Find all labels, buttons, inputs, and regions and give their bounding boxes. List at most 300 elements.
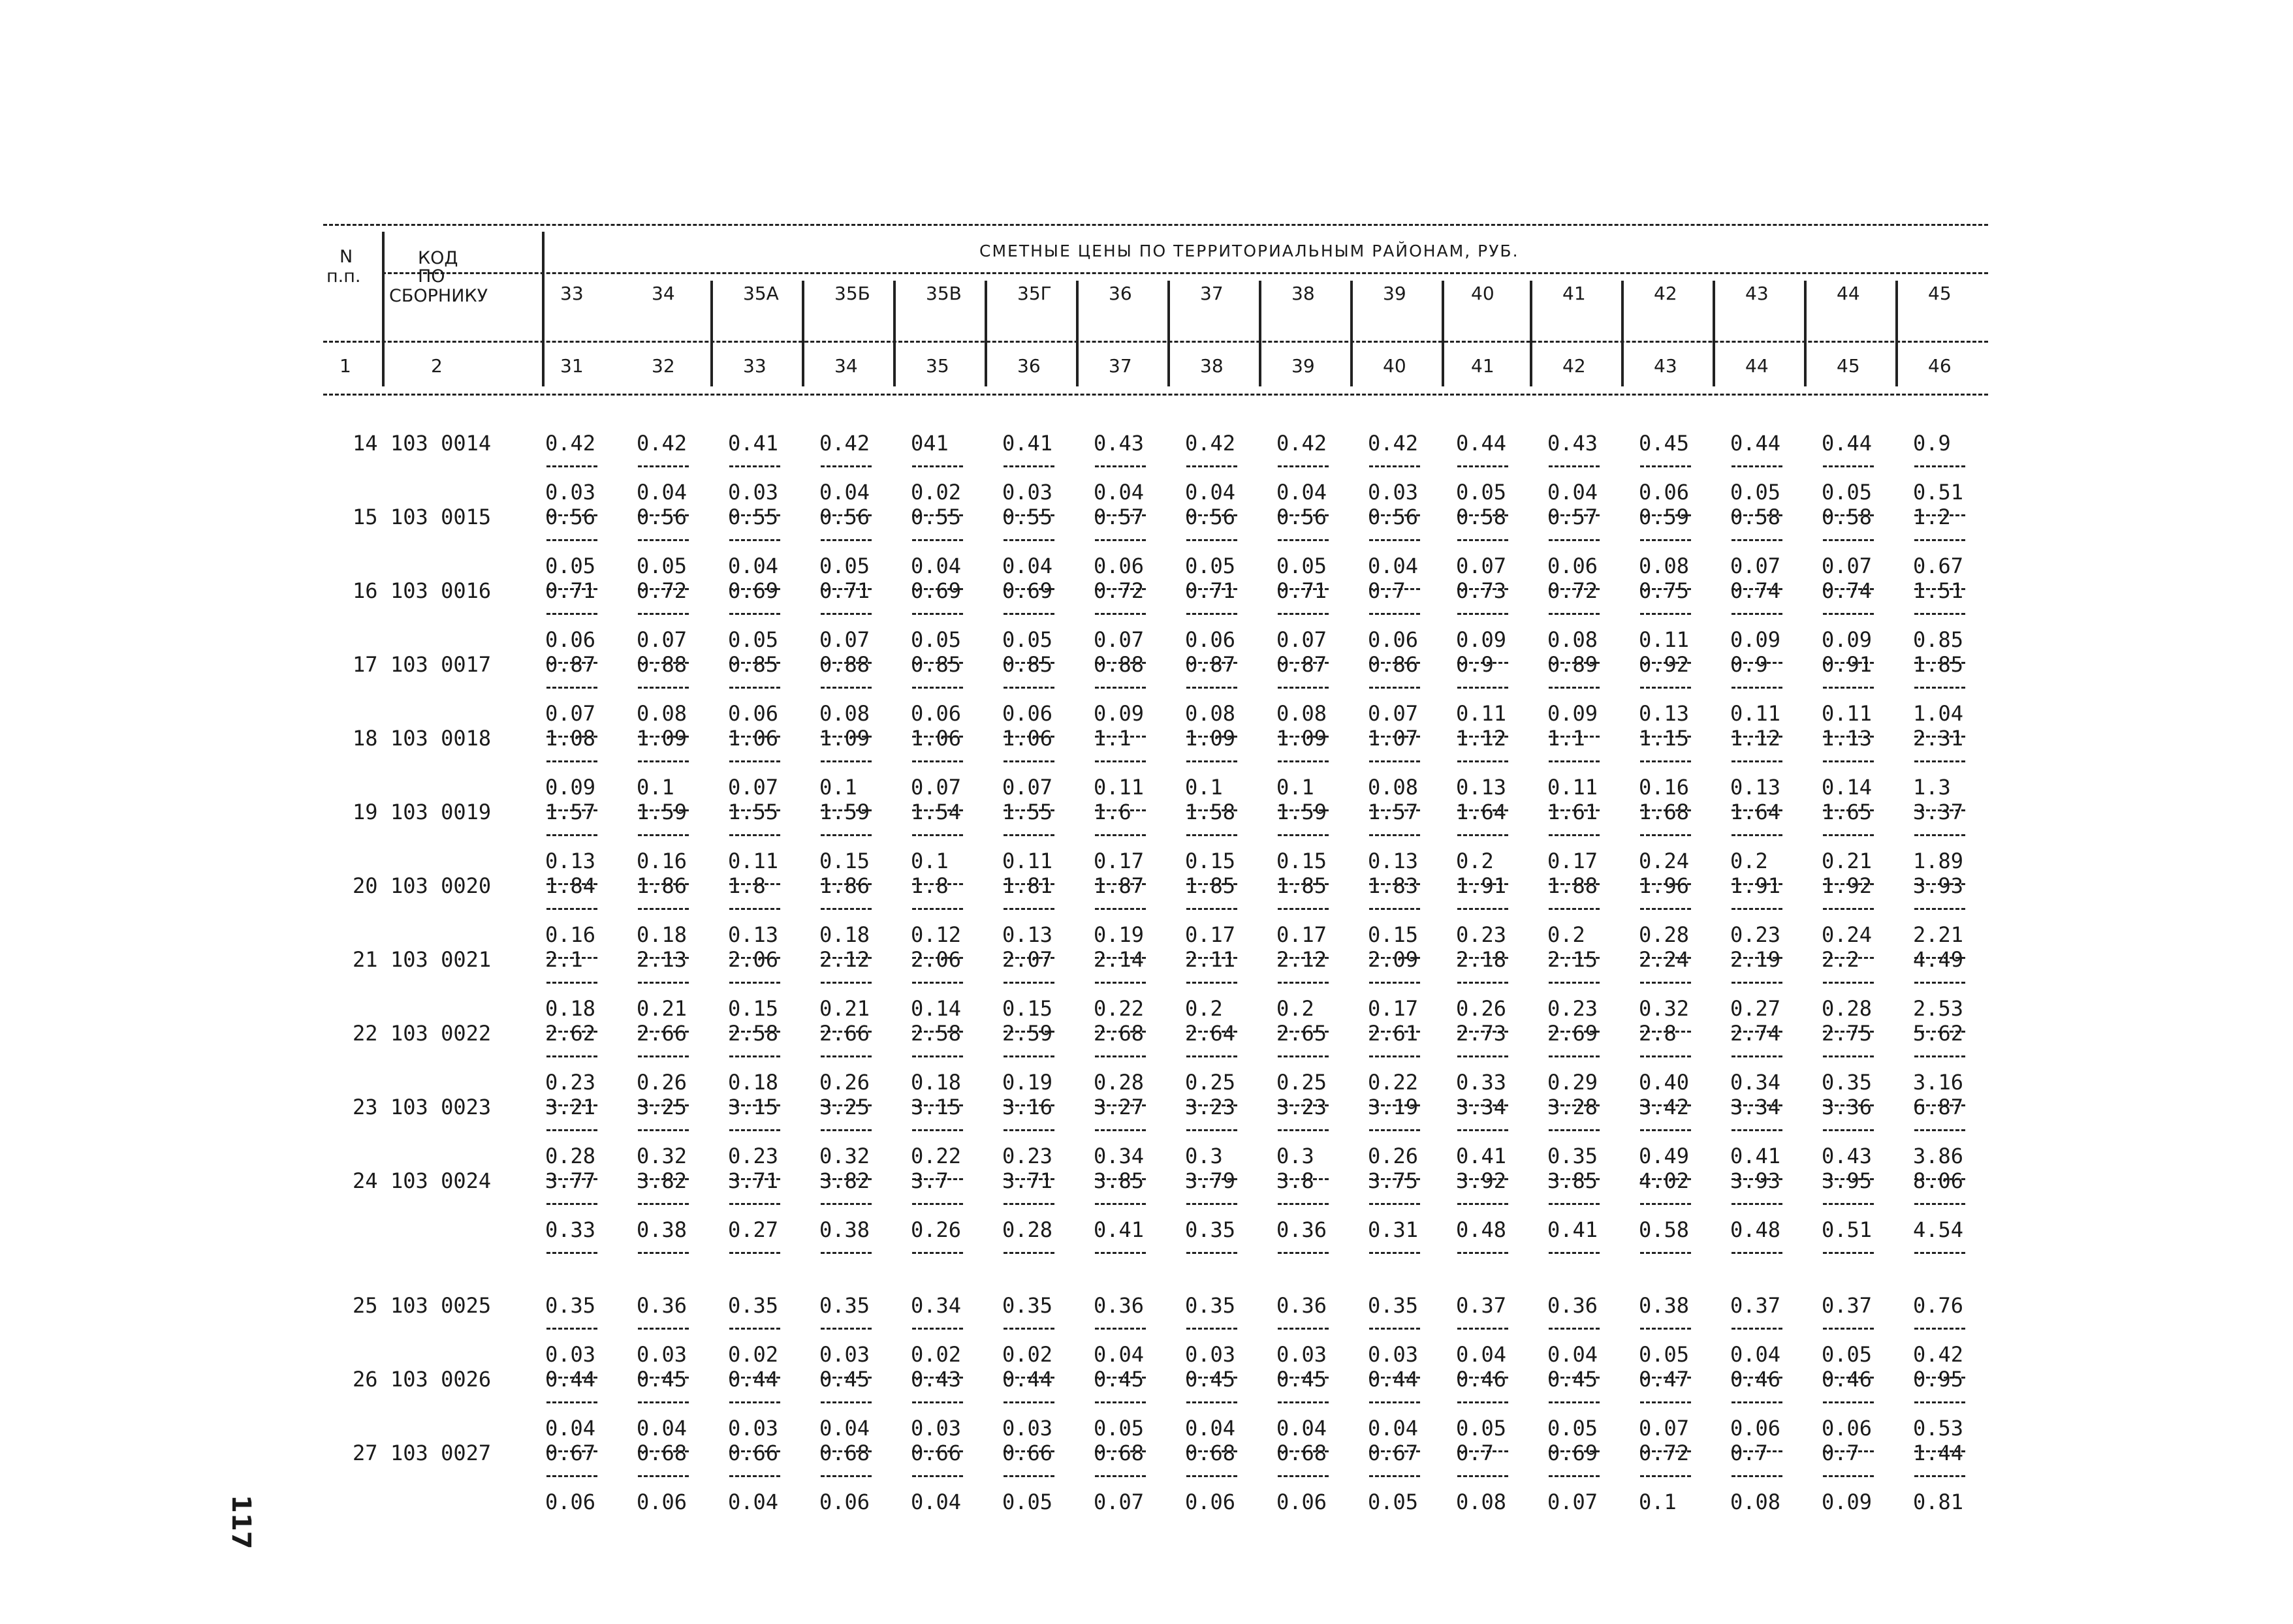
price-cell: 0.55 xyxy=(911,505,962,529)
catalog-code: 103 0019 xyxy=(390,800,492,824)
fraction-bar xyxy=(821,1475,872,1477)
fraction-bar xyxy=(821,687,872,689)
fraction-bar xyxy=(638,982,689,984)
fraction-bar xyxy=(546,687,597,689)
price-cell: 2.53 xyxy=(1913,996,1964,1021)
row-number: 25 xyxy=(353,1293,378,1318)
price-cell: 0.07 xyxy=(545,701,596,726)
price-cell: 1.64 xyxy=(1456,800,1507,824)
fraction-bar xyxy=(729,1328,780,1330)
price-cell: 1.84 xyxy=(545,873,596,898)
price-cell: 0.45 xyxy=(1639,431,1690,456)
price-cell: 0.15 xyxy=(728,996,779,1021)
price-cell: 0.04 xyxy=(728,1490,779,1514)
fraction-bar xyxy=(912,1129,963,1131)
fraction-bar xyxy=(1278,982,1329,984)
fraction-bar xyxy=(1369,1129,1420,1131)
price-cell: 1.68 xyxy=(1639,800,1690,824)
price-cell: 0.34 xyxy=(1094,1144,1145,1168)
fraction-bar xyxy=(729,1129,780,1131)
fraction-bar xyxy=(1549,1203,1600,1205)
price-cell: 0.17 xyxy=(1368,996,1419,1021)
fraction-bar xyxy=(1457,1129,1508,1131)
price-cell: 2.1 xyxy=(545,947,583,972)
price-cell: 1.6 xyxy=(1094,800,1131,824)
header-np-label: N xyxy=(340,247,353,267)
price-cell: 0.36 xyxy=(637,1293,688,1318)
price-cell: 0.11 xyxy=(1639,627,1690,652)
price-cell: 0.92 xyxy=(1639,652,1690,677)
price-cell: 0.04 xyxy=(1185,480,1236,505)
price-cell: 0.13 xyxy=(728,922,779,947)
fraction-bar xyxy=(912,687,963,689)
column-number: 42 xyxy=(1562,355,1586,377)
fraction-bar xyxy=(1457,1328,1508,1330)
price-cell: 4.49 xyxy=(1913,947,1964,972)
price-cell: 0.2 xyxy=(1276,996,1314,1021)
fraction-bar xyxy=(1095,465,1146,467)
price-cell: 0.08 xyxy=(1639,554,1690,578)
fraction-bar xyxy=(1095,1129,1146,1131)
price-cell: 3.86 xyxy=(1913,1144,1964,1168)
fraction-bar xyxy=(1640,1203,1691,1205)
price-cell: 0.35 xyxy=(728,1293,779,1318)
price-cell: 0.05 xyxy=(1456,480,1507,505)
district-column-header: 38 xyxy=(1291,283,1315,304)
price-cell: 1.59 xyxy=(1276,800,1327,824)
fraction-bar xyxy=(638,1129,689,1131)
header-separator xyxy=(1621,281,1624,386)
catalog-code: 103 0024 xyxy=(390,1168,492,1193)
price-cell: 8.06 xyxy=(1913,1168,1964,1193)
header-numbers-rule xyxy=(323,341,1988,343)
fraction-bar xyxy=(912,1055,963,1057)
price-cell: 3.93 xyxy=(1730,1168,1781,1193)
row-number: 14 xyxy=(353,431,378,456)
fraction-bar xyxy=(1095,613,1146,615)
fraction-bar xyxy=(546,760,597,762)
district-column-header: 40 xyxy=(1471,283,1494,304)
price-cell: 3.85 xyxy=(1094,1168,1145,1193)
price-cell: 0.03 xyxy=(1368,1342,1419,1367)
catalog-code: 103 0021 xyxy=(390,947,492,972)
fraction-bar xyxy=(638,1328,689,1330)
fraction-bar xyxy=(821,982,872,984)
price-cell: 0.04 xyxy=(911,1490,962,1514)
price-cell: 1.85 xyxy=(1913,652,1964,677)
district-column-header: 43 xyxy=(1745,283,1769,304)
price-cell: 0.04 xyxy=(1094,480,1145,505)
header-separator xyxy=(802,281,804,386)
price-cell: 0.06 xyxy=(1002,701,1053,726)
price-cell: 3.82 xyxy=(819,1168,870,1193)
price-cell: 1.86 xyxy=(637,873,688,898)
price-cell: 3.71 xyxy=(728,1168,779,1193)
district-column-header: 37 xyxy=(1200,283,1224,304)
price-cell: 0.07 xyxy=(637,627,688,652)
fraction-bar xyxy=(1549,687,1600,689)
price-cell: 0.85 xyxy=(1913,627,1964,652)
price-cell: 0.08 xyxy=(1185,701,1236,726)
price-cell: 0.37 xyxy=(1822,1293,1873,1318)
price-cell: 0.7 xyxy=(1368,578,1406,603)
fraction-bar xyxy=(821,1252,872,1254)
price-cell: 0.41 xyxy=(728,431,779,456)
fraction-bar xyxy=(546,1328,597,1330)
fraction-bar xyxy=(1914,465,1965,467)
price-cell: 0.04 xyxy=(1276,480,1327,505)
price-cell: 0.22 xyxy=(911,1144,962,1168)
row-number: 15 xyxy=(353,505,378,529)
fraction-bar xyxy=(1914,1252,1965,1254)
price-cell: 0.44 xyxy=(1822,431,1873,456)
fraction-bar xyxy=(546,1475,597,1477)
price-cell: 0.17 xyxy=(1547,849,1598,873)
fraction-bar xyxy=(1095,1252,1146,1254)
price-cell: 5.62 xyxy=(1913,1021,1964,1046)
price-cell: 0.25 xyxy=(1276,1070,1327,1095)
fraction-bar xyxy=(1640,1475,1691,1477)
fraction-bar xyxy=(821,539,872,541)
header-separator xyxy=(985,281,987,386)
price-cell: 0.05 xyxy=(545,554,596,578)
fraction-bar xyxy=(729,687,780,689)
catalog-code: 103 0020 xyxy=(390,873,492,898)
price-cell: 3.28 xyxy=(1547,1095,1598,1119)
price-cell: 0.38 xyxy=(819,1217,870,1242)
fraction-bar xyxy=(1004,1328,1054,1330)
fraction-bar xyxy=(1278,1401,1329,1403)
price-cell: 3.7 xyxy=(911,1168,949,1193)
price-cell: 0.69 xyxy=(1002,578,1053,603)
price-cell: 0.04 xyxy=(1002,554,1053,578)
fraction-bar xyxy=(1095,539,1146,541)
fraction-bar xyxy=(1823,1252,1874,1254)
price-cell: 0.35 xyxy=(1822,1070,1873,1095)
column-number: 39 xyxy=(1291,355,1315,377)
price-cell: 0.95 xyxy=(1913,1367,1964,1392)
price-cell: 2.21 xyxy=(1913,922,1964,947)
fraction-bar xyxy=(1732,1328,1782,1330)
price-cell: 1.57 xyxy=(1368,800,1419,824)
column-number: 34 xyxy=(834,355,858,377)
price-cell: 0.05 xyxy=(1368,1490,1419,1514)
catalog-code: 103 0018 xyxy=(390,726,492,751)
price-cell: 0.13 xyxy=(1368,849,1419,873)
district-column-header: 34 xyxy=(652,283,675,304)
price-cell: 0.51 xyxy=(1822,1217,1873,1242)
price-cell: 0.23 xyxy=(1002,1144,1053,1168)
price-cell: 0.06 xyxy=(1730,1416,1781,1441)
price-cell: 0.42 xyxy=(1913,1342,1964,1367)
price-cell: 0.09 xyxy=(545,775,596,800)
price-cell: 3.16 xyxy=(1002,1095,1053,1119)
price-cell: 0.04 xyxy=(1456,1342,1507,1367)
fraction-bar xyxy=(1095,1401,1146,1403)
fraction-bar xyxy=(1914,1401,1965,1403)
price-cell: 0.46 xyxy=(1456,1367,1507,1392)
price-cell: 0.18 xyxy=(637,922,688,947)
price-cell: 0.40 xyxy=(1639,1070,1690,1095)
price-cell: 0.05 xyxy=(1002,627,1053,652)
fraction-bar xyxy=(1186,1475,1237,1477)
fraction-bar xyxy=(1732,834,1782,836)
price-cell: 0.07 xyxy=(728,775,779,800)
price-cell: 0.18 xyxy=(545,996,596,1021)
price-cell: 0.06 xyxy=(545,627,596,652)
price-cell: 0.87 xyxy=(545,652,596,677)
price-cell: 0.11 xyxy=(1822,701,1873,726)
price-cell: 3.79 xyxy=(1185,1168,1236,1193)
column-number: 38 xyxy=(1200,355,1224,377)
fraction-bar xyxy=(1640,613,1691,615)
fraction-bar xyxy=(1914,834,1965,836)
fraction-bar xyxy=(1914,687,1965,689)
fraction-bar xyxy=(1278,1203,1329,1205)
price-cell: 0.45 xyxy=(1276,1367,1327,1392)
fraction-bar xyxy=(821,1328,872,1330)
price-cell: 0.07 xyxy=(1639,1416,1690,1441)
price-cell: 1.83 xyxy=(1368,873,1419,898)
price-cell: 0.44 xyxy=(545,1367,596,1392)
price-cell: 0.05 xyxy=(728,627,779,652)
price-cell: 0.42 xyxy=(819,431,870,456)
fraction-bar xyxy=(638,539,689,541)
price-cell: 2.59 xyxy=(1002,1021,1053,1046)
price-cell: 4.54 xyxy=(1913,1217,1964,1242)
fraction-bar xyxy=(638,1252,689,1254)
price-cell: 0.41 xyxy=(1456,1144,1507,1168)
fraction-bar xyxy=(1369,1252,1420,1254)
fraction-bar xyxy=(638,1401,689,1403)
price-cell: 0.07 xyxy=(1368,701,1419,726)
price-cell: 0.06 xyxy=(1094,554,1145,578)
fraction-bar xyxy=(1095,834,1146,836)
fraction-bar xyxy=(1823,613,1874,615)
price-cell: 0.17 xyxy=(1185,922,1236,947)
fraction-bar xyxy=(1732,982,1782,984)
price-cell: 0.11 xyxy=(1456,701,1507,726)
header-separator xyxy=(1350,281,1353,386)
price-cell: 3.23 xyxy=(1185,1095,1236,1119)
price-cell: 0.55 xyxy=(728,505,779,529)
price-cell: 0.44 xyxy=(1730,431,1781,456)
fraction-bar xyxy=(1457,1055,1508,1057)
price-cell: 0.85 xyxy=(728,652,779,677)
column-number: 44 xyxy=(1745,355,1769,377)
fraction-bar xyxy=(1278,1055,1329,1057)
price-cell: 0.1 xyxy=(1276,775,1314,800)
price-cell: 0.35 xyxy=(819,1293,870,1318)
price-cell: 1.06 xyxy=(1002,726,1053,751)
price-cell: 0.55 xyxy=(1002,505,1053,529)
fraction-bar xyxy=(1640,1129,1691,1131)
fraction-bar xyxy=(1369,613,1420,615)
header-np-label: п.п. xyxy=(326,266,361,287)
price-cell: 0.02 xyxy=(728,1342,779,1367)
price-cell: 0.07 xyxy=(1547,1490,1598,1514)
header-separator xyxy=(893,281,896,386)
price-cell: 0.06 xyxy=(911,701,962,726)
header-separator xyxy=(1895,281,1898,386)
fraction-bar xyxy=(546,613,597,615)
price-cell: 0.04 xyxy=(1368,1416,1419,1441)
price-cell: 0.24 xyxy=(1639,849,1690,873)
price-cell: 0.1 xyxy=(1185,775,1223,800)
price-cell: 0.73 xyxy=(1456,578,1507,603)
price-cell: 1.8 xyxy=(911,873,949,898)
header-code-label: ПО xyxy=(418,266,445,287)
price-cell: 2.09 xyxy=(1368,947,1419,972)
price-cell: 2.2 xyxy=(1822,947,1859,972)
price-cell: 3.21 xyxy=(545,1095,596,1119)
price-cell: 0.44 xyxy=(728,1367,779,1392)
fraction-bar xyxy=(1914,760,1965,762)
fraction-bar xyxy=(1186,613,1237,615)
price-cell: 0.28 xyxy=(1822,996,1873,1021)
price-cell: 0.05 xyxy=(1276,554,1327,578)
price-cell: 0.04 xyxy=(911,554,962,578)
fraction-bar xyxy=(1004,982,1054,984)
price-cell: 1.15 xyxy=(1639,726,1690,751)
fraction-bar xyxy=(1823,1129,1874,1131)
price-cell: 0.04 xyxy=(1368,554,1419,578)
fraction-bar xyxy=(1095,1475,1146,1477)
price-cell: 0.16 xyxy=(545,922,596,947)
price-cell: 3.25 xyxy=(637,1095,688,1119)
fraction-bar xyxy=(1914,1055,1965,1057)
fraction-bar xyxy=(821,1203,872,1205)
fraction-bar xyxy=(912,908,963,910)
price-cell: 0.67 xyxy=(545,1441,596,1465)
fraction-bar xyxy=(1004,465,1054,467)
price-cell: 0.66 xyxy=(911,1441,962,1465)
price-cell: 2.19 xyxy=(1730,947,1781,972)
row-number: 16 xyxy=(353,578,378,603)
price-cell: 2.8 xyxy=(1639,1021,1677,1046)
price-cell: 1.59 xyxy=(819,800,870,824)
fraction-bar xyxy=(1732,908,1782,910)
price-cell: 2.07 xyxy=(1002,947,1053,972)
column-number: 32 xyxy=(652,355,675,377)
district-column-header: 35А xyxy=(743,283,779,304)
price-cell: 0.33 xyxy=(1456,1070,1507,1095)
price-cell: 0.16 xyxy=(637,849,688,873)
fraction-bar xyxy=(546,465,597,467)
fraction-bar xyxy=(1914,613,1965,615)
price-cell: 0.13 xyxy=(1456,775,1507,800)
price-cell: 0.06 xyxy=(1185,627,1236,652)
fraction-bar xyxy=(1004,760,1054,762)
price-cell: 0.88 xyxy=(1094,652,1145,677)
column-number: 35 xyxy=(926,355,949,377)
price-cell: 0.34 xyxy=(911,1293,962,1318)
price-cell: 0.68 xyxy=(1185,1441,1236,1465)
price-cell: 0.32 xyxy=(1639,996,1690,1021)
fraction-bar xyxy=(1004,1203,1054,1205)
fraction-bar xyxy=(1823,539,1874,541)
price-cell: 0.05 xyxy=(1456,1416,1507,1441)
price-cell: 0.56 xyxy=(545,505,596,529)
price-cell: 0.41 xyxy=(1547,1217,1598,1242)
price-cell: 0.58 xyxy=(1639,1217,1690,1242)
price-cell: 0.09 xyxy=(1822,1490,1873,1514)
fraction-bar xyxy=(1004,1129,1054,1131)
price-cell: 1.12 xyxy=(1730,726,1781,751)
price-cell: 1.87 xyxy=(1094,873,1145,898)
price-cell: 0.05 xyxy=(1547,1416,1598,1441)
fraction-bar xyxy=(912,1252,963,1254)
fraction-bar xyxy=(1549,834,1600,836)
fraction-bar xyxy=(1549,1475,1600,1477)
price-cell: 0.45 xyxy=(637,1367,688,1392)
column-number: 40 xyxy=(1383,355,1406,377)
price-cell: 0.57 xyxy=(1547,505,1598,529)
price-cell: 0.15 xyxy=(1002,996,1053,1021)
fraction-bar xyxy=(1640,465,1691,467)
column-number: 2 xyxy=(431,355,443,377)
row-number: 17 xyxy=(353,652,378,677)
price-cell: 1.54 xyxy=(911,800,962,824)
fraction-bar xyxy=(1369,1055,1420,1057)
price-cell: 0.38 xyxy=(1639,1293,1690,1318)
fraction-bar xyxy=(1457,834,1508,836)
fraction-bar xyxy=(1732,1203,1782,1205)
price-cell: 0.7 xyxy=(1730,1441,1768,1465)
price-cell: 0.07 xyxy=(1094,1490,1145,1514)
fraction-bar xyxy=(1549,613,1600,615)
fraction-bar xyxy=(1549,1401,1600,1403)
column-number: 33 xyxy=(743,355,767,377)
price-cell: 0.48 xyxy=(1456,1217,1507,1242)
fraction-bar xyxy=(1549,1328,1600,1330)
fraction-bar xyxy=(1914,1203,1965,1205)
price-cell: 2.24 xyxy=(1639,947,1690,972)
column-number: 36 xyxy=(1017,355,1041,377)
price-cell: 0.05 xyxy=(1639,1342,1690,1367)
price-cell: 0.04 xyxy=(545,1416,596,1441)
district-column-header: 44 xyxy=(1837,283,1860,304)
price-cell: 0.09 xyxy=(1822,627,1873,652)
price-cell: 2.68 xyxy=(1094,1021,1145,1046)
row-number: 20 xyxy=(353,873,378,898)
price-cell: 0.81 xyxy=(1913,1490,1964,1514)
price-cell: 0.26 xyxy=(1456,996,1507,1021)
fraction-bar xyxy=(821,1055,872,1057)
header-separator xyxy=(1167,281,1170,386)
price-cell: 0.56 xyxy=(637,505,688,529)
fraction-bar xyxy=(729,908,780,910)
price-cell: 2.64 xyxy=(1185,1021,1236,1046)
fraction-bar xyxy=(1369,687,1420,689)
fraction-bar xyxy=(1369,1203,1420,1205)
price-cell: 1.65 xyxy=(1822,800,1873,824)
price-cell: 2.58 xyxy=(911,1021,962,1046)
fraction-bar xyxy=(729,1055,780,1057)
fraction-bar xyxy=(1732,1401,1782,1403)
price-cell: 0.04 xyxy=(1185,1416,1236,1441)
price-cell: 0.03 xyxy=(1002,1416,1053,1441)
price-cell: 3.92 xyxy=(1456,1168,1507,1193)
price-cell: 0.23 xyxy=(728,1144,779,1168)
fraction-bar xyxy=(1278,687,1329,689)
column-number: 37 xyxy=(1109,355,1132,377)
price-cell: 1.51 xyxy=(1913,578,1964,603)
price-cell: 3.19 xyxy=(1368,1095,1419,1119)
fraction-bar xyxy=(1186,465,1237,467)
price-cell: 0.04 xyxy=(637,480,688,505)
fraction-bar xyxy=(912,1475,963,1477)
